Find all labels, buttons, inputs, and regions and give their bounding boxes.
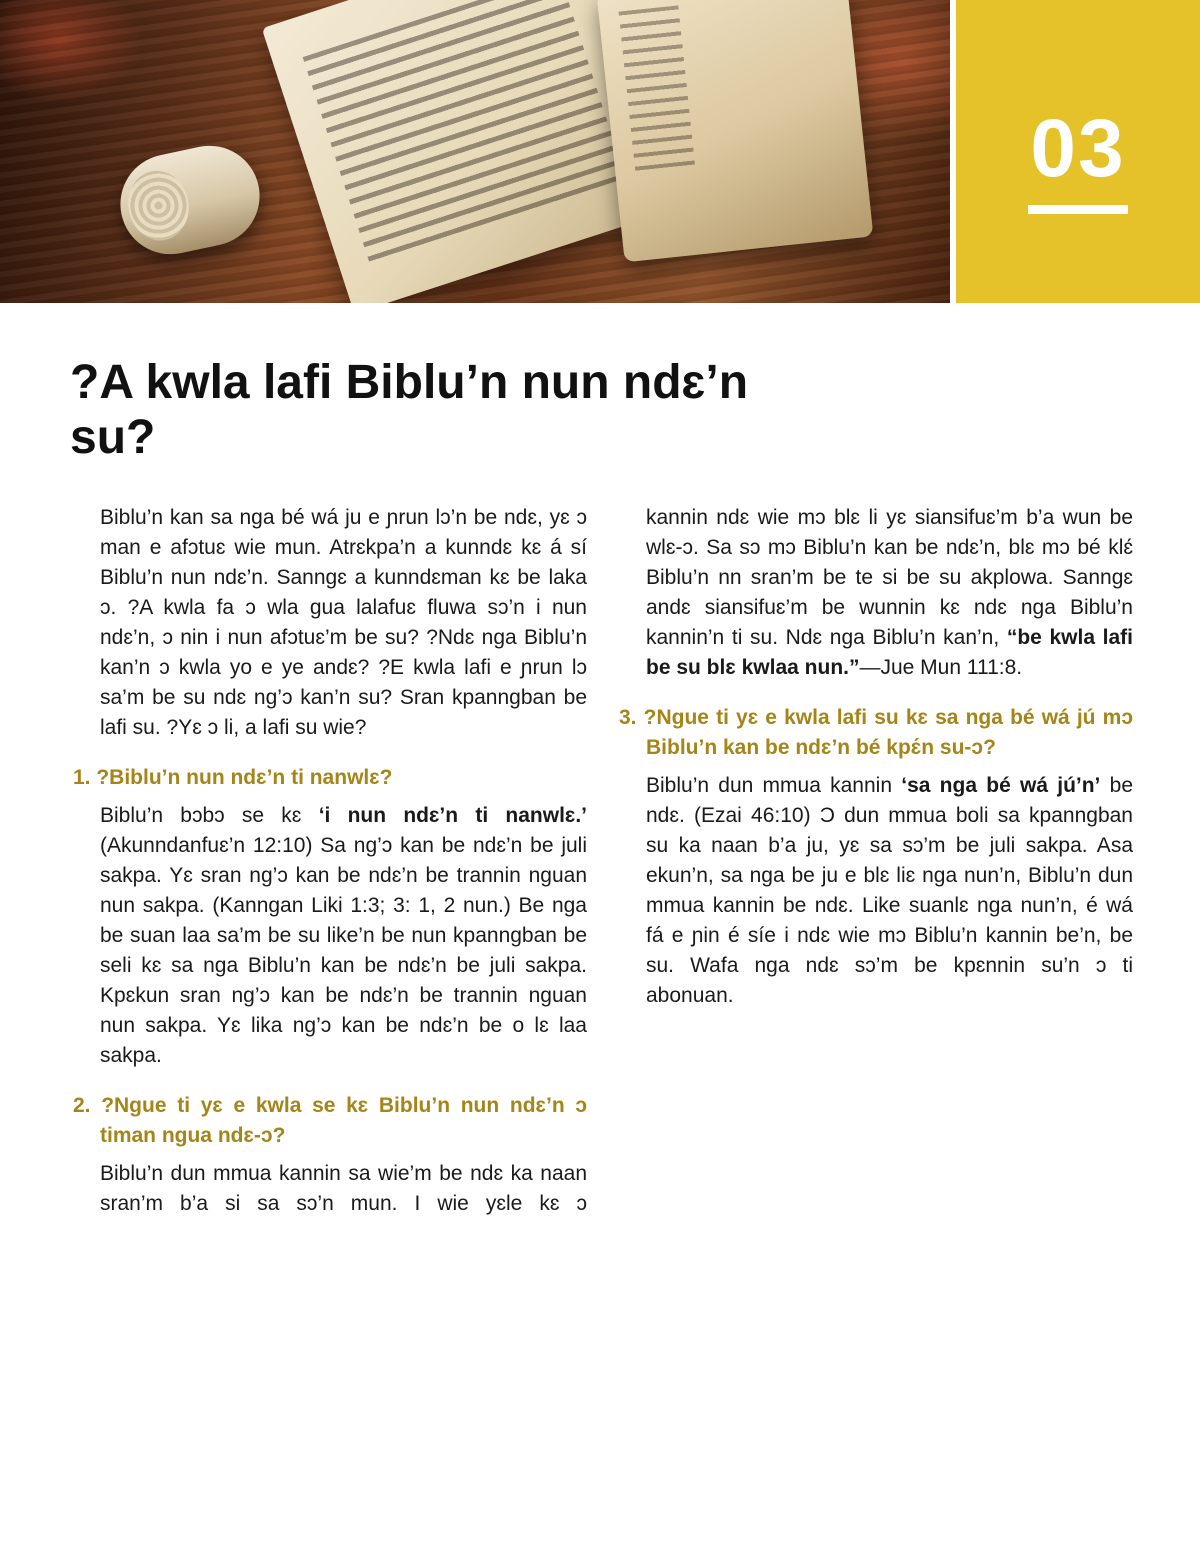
answer-3-quote: ‘sa nga bé wá jú’n’: [901, 774, 1101, 797]
question-3: 3. ?Ngue ti yɛ e kwla lafi su kɛ sa nga bé wá jú mɔ Biblu’n kan be ndɛ’n bé kpɛ́n su-ɔ?: [619, 706, 1133, 759]
answer-1-text: Biblu’n bɔbɔ se kɛ: [100, 804, 319, 827]
question-1: 1. ?Biblu’n nun ndɛ’n ti nanwlɛ?: [73, 766, 393, 789]
answer-3-text-cont: be ndɛ. (Ezai 46:10) Ɔ dun mmua boli sa kpanngban su ka naan b’a ju, yɛ sa sɔ’m be juli sakpa. Asa ekun’n, sa nga be ju e blɛ liɛ nga nun’n, Biblu’n dun mmua kannin be ndɛ. Like suanlɛ nga nun’n, é wá fá e ɲin é síe i ndɛ wie mɔ Biblu’n kannin be’n, be su. Wafa nga ndɛ sɔ’m be kpɛnnin su’n ɔ ti abonuan.: [646, 774, 1133, 1007]
scroll-text-lines: [303, 0, 628, 266]
answer-2-text: kannin ndɛ wie mɔ blɛ li yɛ siansifuɛ’m b’a wun be wlɛ-ɔ. Sa sɔ mɔ Biblu’n kan be ndɛ’n, blɛ mɔ bé klɛ́ Biblu’n nn sran’m be te si be su akplowa. Sanngɛ andɛ siansifuɛ’m be wunnin kɛ ndɛ nga Biblu’n kannin’n ti su. Ndɛ nga Biblu’n kan’n,: [646, 506, 1133, 649]
parchment-scroll: [597, 0, 874, 262]
chapter-number: 03: [1030, 103, 1126, 194]
answer-2-start: Biblu’n dun mmua kannin sa wie’m be ndɛ ka naan sran’m b’a si sa sɔ’n mun. I wie yɛle kɛ ɔ: [100, 1162, 587, 1215]
header-photo-scrolls: [0, 0, 950, 303]
chapter-badge: [956, 0, 1200, 303]
intro-paragraph: Biblu’n kan sa nga bé wá ju e ɲrun lɔ’n be ndɛ, yɛ ɔ man e afɔtuɛ wie mun. Atrɛkpa’n a kunndɛ kɛ á sí Biblu’n nun ndɛ’n. Sanngɛ a kunndɛman kɛ be laka ɔ. ?A kwla fa ɔ wla gua lalafuɛ fluwa sɔ’n i nun ndɛ’n, ɔ nin i nun afɔtuɛ’m be su? ?Ndɛ nga Biblu’n kan’n ɔ kwla yo e ye andɛ? ?E kwla lafi e ɲrun lɔ sa’m be su ndɛ ng’ɔ kan’n su? Sran kpanngban be lafi su. ?Yɛ ɔ li, a lafi su wie?: [100, 506, 587, 739]
scroll-text-lines: [619, 5, 695, 170]
question-2: 2. ?Ngue ti yɛ e kwla se kɛ Biblu’n nun ndɛ’n ɔ timan ngua ndɛ-ɔ?: [73, 1094, 587, 1147]
page-title: ?A kwla lafi Biblu’n nun ndɛ’n su?: [70, 356, 749, 464]
answer-3: [646, 771, 1133, 1011]
answer-1-text-cont: (Akunndanfuɛ’n 12:10) Sa ng’ɔ kan be ndɛ’n be juli sakpa. Yɛ sran ng’ɔ kan be ndɛ’n be trannin nguan nun sakpa. (Kanngan Liki 1:3; 3: 1, 2 nun.) Be nga be suan laa sa’m be su like’n be nun kpanngban be seli kɛ sa nga Biblu’n kan be ndɛ’n be juli sakpa. Kpɛkun sran ng’ɔ kan be ndɛ’n be trannin nguan nun sakpa. Yɛ lika ng’ɔ kan be ndɛ’n be o lɛ laa sakpa.: [100, 834, 587, 1067]
answer-2-cont: [646, 503, 1133, 683]
answer-2-citation: —Jue Mun 111:8.: [859, 656, 1023, 679]
answer-3-text: Biblu’n dun mmua kannin: [646, 774, 902, 797]
answer-2-quote: “be kwla lafi be su blɛ kwlaa nun.”: [646, 626, 1134, 679]
chapter-underline: [1028, 205, 1128, 214]
column-left: [73, 503, 588, 1219]
answer-1: [100, 801, 587, 1071]
answer-1-quote: ‘i nun ndɛ’n ti nanwlɛ.’: [318, 804, 588, 827]
column-right: [619, 503, 1134, 1011]
